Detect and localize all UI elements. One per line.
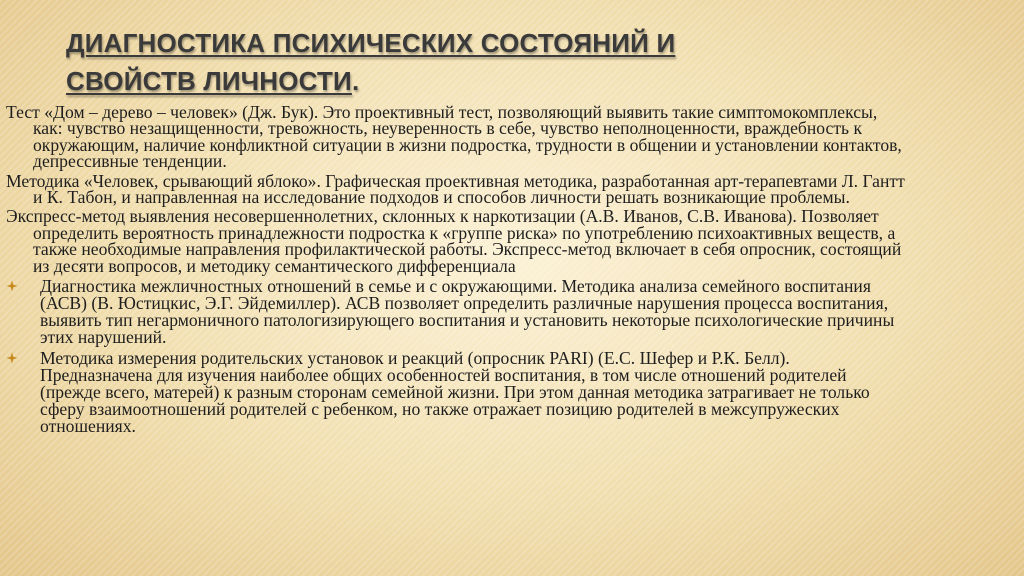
title-dot: . — [351, 66, 360, 96]
title-line-2 — [66, 62, 966, 100]
bullet-item-text: Методика измерения родительских установок и реакций (опросник PARI) (Е.С. Шефер и Р.К. Белл). Предназначена для изучения наиболее общих особенностей воспитания, в том числе отношений родителей (прежде всего, матерей) к разным сторонам семейной жизни. При этом данная методика затрагивает не только сферу взаимоотношений родителей с ребенком, но также отражает позицию родителей в межсупружеских отношениях. — [40, 348, 870, 437]
star-bullet-icon — [6, 352, 18, 364]
bullet-item-family-relations — [6, 278, 906, 346]
title-line-2-text: СВОЙСТВ ЛИЧНОСТИ — [66, 66, 352, 96]
bullet-item-text: Диагностика межличностных отношений в семье и с окружающими. Методика анализа семейного воспитания (АСВ) (В. Юстицкис, Э.Г. Эйдемиллер). АСВ позволяет определить различные нарушения процесса воспитания, выявить тип негармоничного патологизирующего воспитания и установить некоторые психологические причины этих нарушений. — [40, 276, 895, 348]
title-line-1: ДИАГНОСТИКА ПСИХИЧЕСКИХ СОСТОЯНИЙ И — [66, 28, 676, 58]
paragraph-house-tree-person: Тест «Дом – дерево – человек» (Дж. Бук). Это проективный тест, позволяющий выявить такие симптомокомплексы, как: чувство незащищенности, тревожность, неуверенность в себе, чувство неполноценности, враждебность к окружающим, наличие конфликтной ситуации в жизни подростка, трудности в общении и установлении контактов, депрессивные тенденции. — [6, 102, 902, 172]
slide-title — [66, 24, 966, 100]
paragraph-express-method: Экспресс-метод выявления несовершеннолетних, склонных к наркотизации (А.В. Иванов, С.В. Иванова). Позволяет определить вероятность принадлежности подростка к «группе риска» по употреблению психоактивных веществ, а также необходимые направления профилактической работы. Экспресс-метод включает в себя опросник, состоящий из десяти вопросов, и методику семантического дифференциала — [6, 206, 902, 276]
slide-body — [6, 104, 906, 438]
bullet-item-pari — [6, 350, 906, 435]
star-bullet-icon — [6, 280, 18, 292]
paragraph-apple-picking: Методика «Человек, срывающий яблоко». Графическая проективная методика, разработанная арт-терапевтами Л. Гантт и К. Табон, и направленная на исследование подходов и способов личности решать возникающие проблемы. — [6, 170, 905, 208]
